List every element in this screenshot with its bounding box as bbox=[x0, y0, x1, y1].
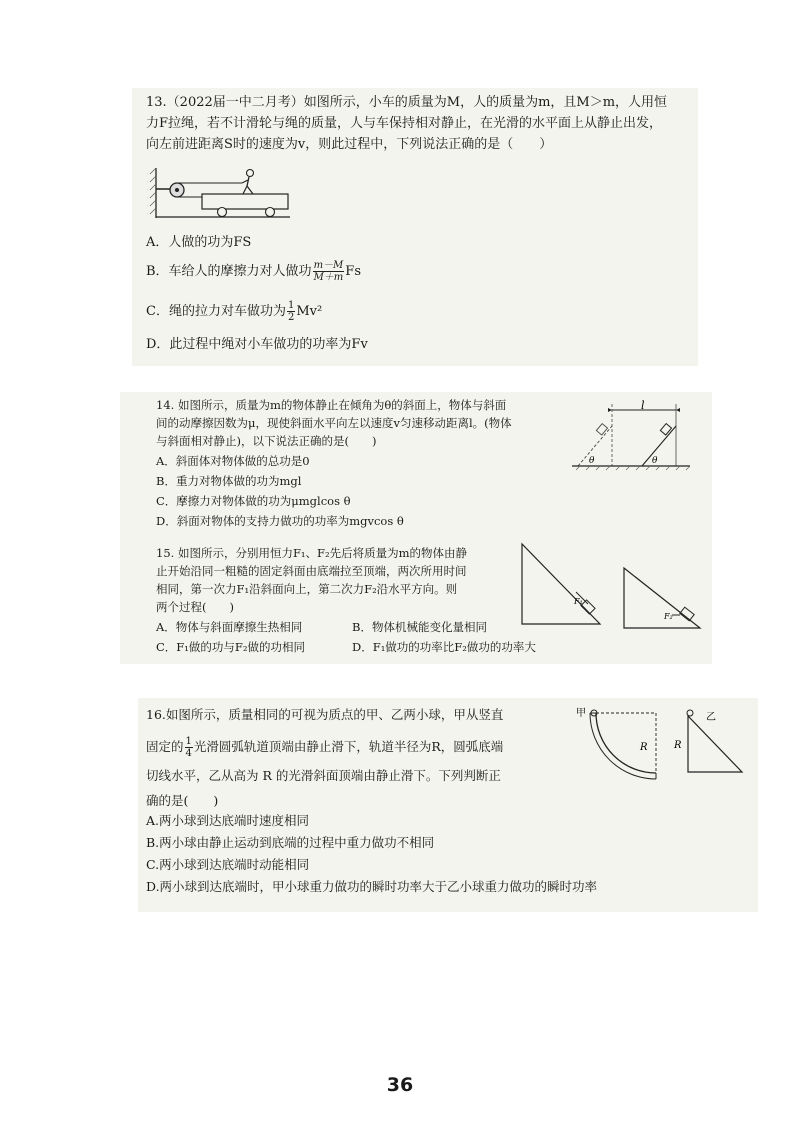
question-16 bbox=[138, 698, 758, 912]
q13-option-a: A．人做的功为FS bbox=[146, 235, 252, 250]
q13-option-c-numerator: 1 bbox=[287, 300, 295, 311]
q15-option-a: A．物体与斜面摩擦生热相同 bbox=[156, 620, 303, 634]
q15-label-f2: F₂ bbox=[664, 612, 673, 621]
q14-option-c: C．摩擦力对物体做的功为μmglcos θ bbox=[156, 494, 351, 508]
q14-label-l: l bbox=[641, 399, 645, 412]
q16-slope-figure bbox=[666, 706, 746, 778]
q13-option-c-fraction bbox=[287, 300, 295, 323]
page-number: 36 bbox=[386, 1074, 414, 1096]
q13-option-d: D．此过程中绳对小车做功的功率为Fv bbox=[146, 337, 368, 352]
q14-option-b: B．重力对物体做的功为mgl bbox=[156, 474, 302, 488]
q13-option-c-text: C．绳的拉力对车做功为 bbox=[146, 304, 286, 319]
q14-stem-line-2: 间的动摩擦因数为μ，现使斜面水平向左以速度v匀速移动距离l。(物体 bbox=[156, 416, 512, 430]
q16-option-a: A.两小球到达底端时速度相同 bbox=[146, 813, 310, 828]
q14-label-theta-right: θ bbox=[652, 456, 658, 466]
q16-label-jia: 甲 bbox=[576, 708, 586, 719]
q16-stem-line-3: 切线水平，乙从高为 R 的光滑斜面顶端由静止滑下。下列判断正 bbox=[146, 768, 501, 783]
q16-stem-line-2 bbox=[146, 736, 503, 759]
q16-option-d: D.两小球到达底端时，甲小球重力做功的瞬时功率大于乙小球重力做功的瞬时功率 bbox=[146, 879, 598, 894]
q15-incline-figure-1 bbox=[518, 540, 608, 632]
q13-option-b-suffix: Fs bbox=[345, 264, 361, 279]
q13-option-b-denominator: M＋m bbox=[313, 272, 344, 283]
q16-stem-line-2-suffix: 光滑圆弧轨道顶端由静止滑下，轨道半径为R，圆弧底端 bbox=[193, 739, 504, 754]
q15-stem-line-2: 止开始沿同一粗糙的固定斜面由底端拉至顶端，两次所用时间 bbox=[156, 564, 467, 578]
q16-label-r-arc: R bbox=[640, 742, 648, 753]
q16-option-b: B.两小球由静止运动到底端的过程中重力做功不相同 bbox=[146, 835, 435, 850]
q15-option-d: D．F₁做功的功率比F₂做功的功率大 bbox=[352, 640, 536, 654]
q16-fraction bbox=[185, 736, 193, 759]
q13-option-b-numerator: m－M bbox=[313, 260, 344, 271]
q14-stem-line-3: 与斜面相对静止)，以下说法正确的是( ) bbox=[156, 434, 377, 448]
q16-arc-track-figure bbox=[576, 706, 666, 778]
q14-option-d: D．斜面对物体的支持力做功的功率为mgvcos θ bbox=[156, 514, 404, 528]
q15-option-b: B．物体机械能变化量相同 bbox=[352, 620, 487, 634]
q16-stem-line-4: 确的是( ) bbox=[146, 793, 219, 808]
q15-stem-line-3: 相同，第一次力F₁沿斜面向上，第二次力F₂沿水平方向。则 bbox=[156, 582, 458, 596]
q16-fraction-denominator: 4 bbox=[185, 748, 192, 759]
q13-cart-figure bbox=[154, 162, 294, 218]
q16-label-r-slope: R bbox=[674, 740, 682, 751]
q15-label-f1: F₁ bbox=[574, 597, 583, 606]
q14-incline-figure bbox=[572, 400, 692, 472]
q16-fraction-numerator: 1 bbox=[185, 736, 192, 747]
q13-option-b bbox=[146, 260, 361, 283]
q14-stem-line-1: 14. 如图所示，质量为m的物体静止在倾角为θ的斜面上，物体与斜面 bbox=[156, 398, 507, 412]
q13-stem-line-2: 力F拉绳，若不计滑轮与绳的质量，人与车保持相对静止，在光滑的水平面上从静止出发， bbox=[146, 116, 663, 131]
q13-stem-line-3: 向左前进距离S时的速度为v，则此过程中，下列说法正确的是（ ） bbox=[146, 137, 553, 152]
q13-option-b-text: B．车给人的摩擦力对人做功 bbox=[146, 264, 312, 279]
q13-option-c-denominator: 2 bbox=[287, 312, 295, 323]
q15-stem-line-1: 15. 如图所示，分别用恒力F₁、F₂先后将质量为m的物体由静 bbox=[156, 546, 468, 560]
q15-stem-line-4: 两个过程( ) bbox=[156, 600, 234, 614]
q14-option-a: A．斜面体对物体做的总功是0 bbox=[156, 454, 310, 468]
q16-option-c: C.两小球到达底端时动能相同 bbox=[146, 857, 310, 872]
q14-label-theta-left: θ bbox=[589, 456, 595, 466]
question-13 bbox=[132, 88, 698, 366]
question-14-15-block bbox=[120, 392, 712, 664]
q15-incline-figure-2 bbox=[620, 564, 710, 634]
q15-option-c: C．F₁做的功与F₂做的功相同 bbox=[156, 640, 305, 654]
q13-option-c-suffix: Mv² bbox=[296, 304, 323, 319]
q13-option-c bbox=[146, 300, 322, 323]
q16-stem-line-2-prefix: 固定的 bbox=[146, 739, 184, 754]
q13-option-b-fraction bbox=[313, 260, 345, 283]
q16-stem-line-1: 16.如图所示，质量相同的可视为质点的甲、乙两小球，甲从竖直 bbox=[146, 707, 504, 722]
q13-stem-line-1: 13.（2022届一中二月考）如图所示，小车的质量为M，人的质量为m，且M＞m，人用恒 bbox=[146, 95, 668, 110]
q16-label-yi: 乙 bbox=[706, 712, 716, 723]
